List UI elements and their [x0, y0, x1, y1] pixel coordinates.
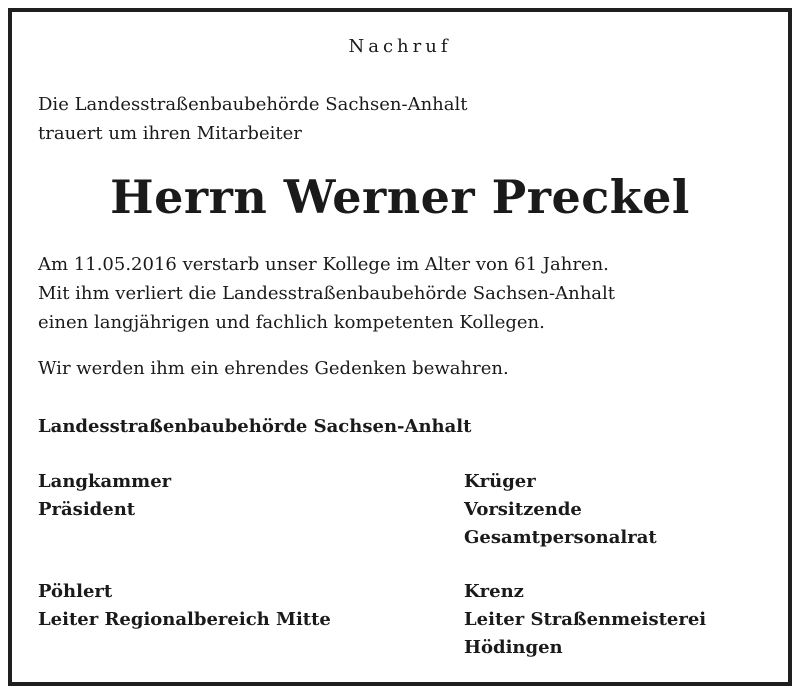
- signatory-role: Hödingen: [464, 637, 563, 658]
- signatory-role: Gesamtpersonalrat: [464, 527, 657, 548]
- obituary-notice: [8, 8, 792, 686]
- signatory-block: [38, 468, 171, 524]
- signatory-name: Krüger: [464, 471, 536, 492]
- signatory-block: [464, 468, 657, 552]
- body-line: Mit ihm verliert die Landesstraßenbaubehörde Sachsen-Anhalt: [38, 283, 616, 304]
- signatory-role: Präsident: [38, 499, 136, 520]
- signatory-role: Vorsitzende: [464, 499, 582, 520]
- signatory-block: [38, 578, 331, 634]
- body-text: [38, 250, 615, 337]
- intro-line: trauert um ihren Mitarbeiter: [38, 123, 302, 144]
- signatory-name: Pöhlert: [38, 581, 113, 602]
- intro-line: Die Landesstraßenbaubehörde Sachsen-Anhalt: [38, 94, 468, 115]
- signatory-role: Leiter Straßenmeisterei: [464, 609, 707, 630]
- signatory-role: Leiter Regionalbereich Mitte: [38, 609, 331, 630]
- organization-name: Landesstraßenbaubehörde Sachsen-Anhalt: [38, 416, 472, 437]
- notice-heading: Nachruf: [348, 36, 452, 57]
- signatory-name: Krenz: [464, 581, 524, 602]
- body-line: Am 11.05.2016 verstarb unser Kollege im Alter von 61 Jahren.: [38, 254, 609, 275]
- signatory-block: [464, 578, 706, 662]
- body-line: einen langjährigen und fachlich kompetenten Kollegen.: [38, 312, 545, 333]
- signatory-name: Langkammer: [38, 471, 172, 492]
- closing-sentence: Wir werden ihm ein ehrendes Gedenken bewahren.: [38, 358, 509, 379]
- deceased-name: Herrn Werner Preckel: [110, 170, 690, 224]
- intro-text: [38, 90, 468, 148]
